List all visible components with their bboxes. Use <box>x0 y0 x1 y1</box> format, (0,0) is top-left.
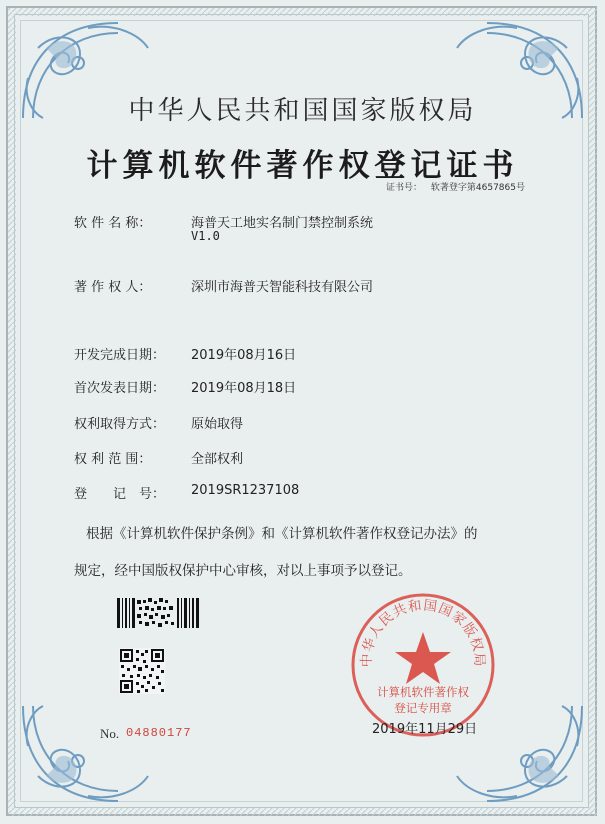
field-value-dev-date: 2019年08月16日 <box>191 348 297 363</box>
field-label-software-name: 软 件 名 称： <box>74 216 152 231</box>
field-value-publish-date: 2019年08月18日 <box>191 381 297 396</box>
field-value-software-version: V1.0 <box>191 229 220 243</box>
seal-ring-text: 中华人民共和国国家版权局 <box>358 597 488 668</box>
issuing-authority: 中华人民共和国国家版权局 <box>128 96 477 126</box>
field-value-reg-number: 2019SR1237108 <box>191 483 300 498</box>
issue-date: 2019年11月29日 <box>372 722 478 737</box>
field-value-software-name: 海普天工地实名制门禁控制系统 <box>191 216 374 231</box>
barcode-icon <box>117 598 199 628</box>
certificate-title: 计算机软件著作权登记证书 <box>86 148 519 184</box>
field-label-reg-number: 登 记 号： <box>74 487 166 502</box>
seal-star-icon <box>395 632 451 684</box>
field-value-acquisition: 原始取得 <box>191 417 244 432</box>
seal-inner-line-1: 计算机软件著作权 <box>377 685 469 699</box>
qr-code-icon <box>119 648 165 694</box>
field-label-scope: 权 利 范 围： <box>74 452 152 467</box>
seal-inner-line-2: 登记专用章 <box>394 701 452 715</box>
serial-number: 04880177 <box>126 726 192 740</box>
statement-line-1: 根据《计算机软件保护条例》和《计算机软件著作权登记办法》的 <box>86 526 478 542</box>
certificate-number-label: 证书号： <box>386 183 423 193</box>
certificate-number <box>386 180 525 193</box>
field-label-acquisition: 权利取得方式： <box>74 417 166 432</box>
field-label-copyright-owner: 著 作 权 人： <box>74 280 152 295</box>
statement-line-2: 规定，经中国版权保护中心审核，对以上事项予以登记。 <box>74 563 412 579</box>
certificate-number-value: 软著登字第4657865号 <box>430 183 525 193</box>
field-value-scope: 全部权利 <box>191 452 244 467</box>
corner-ornament-bottom-left-icon <box>18 696 158 806</box>
serial-label: No. <box>100 726 120 741</box>
field-value-copyright-owner: 深圳市海普天智能科技有限公司 <box>191 280 374 295</box>
field-label-publish-date: 首次发表日期： <box>74 381 166 396</box>
field-label-dev-date: 开发完成日期： <box>74 348 166 363</box>
